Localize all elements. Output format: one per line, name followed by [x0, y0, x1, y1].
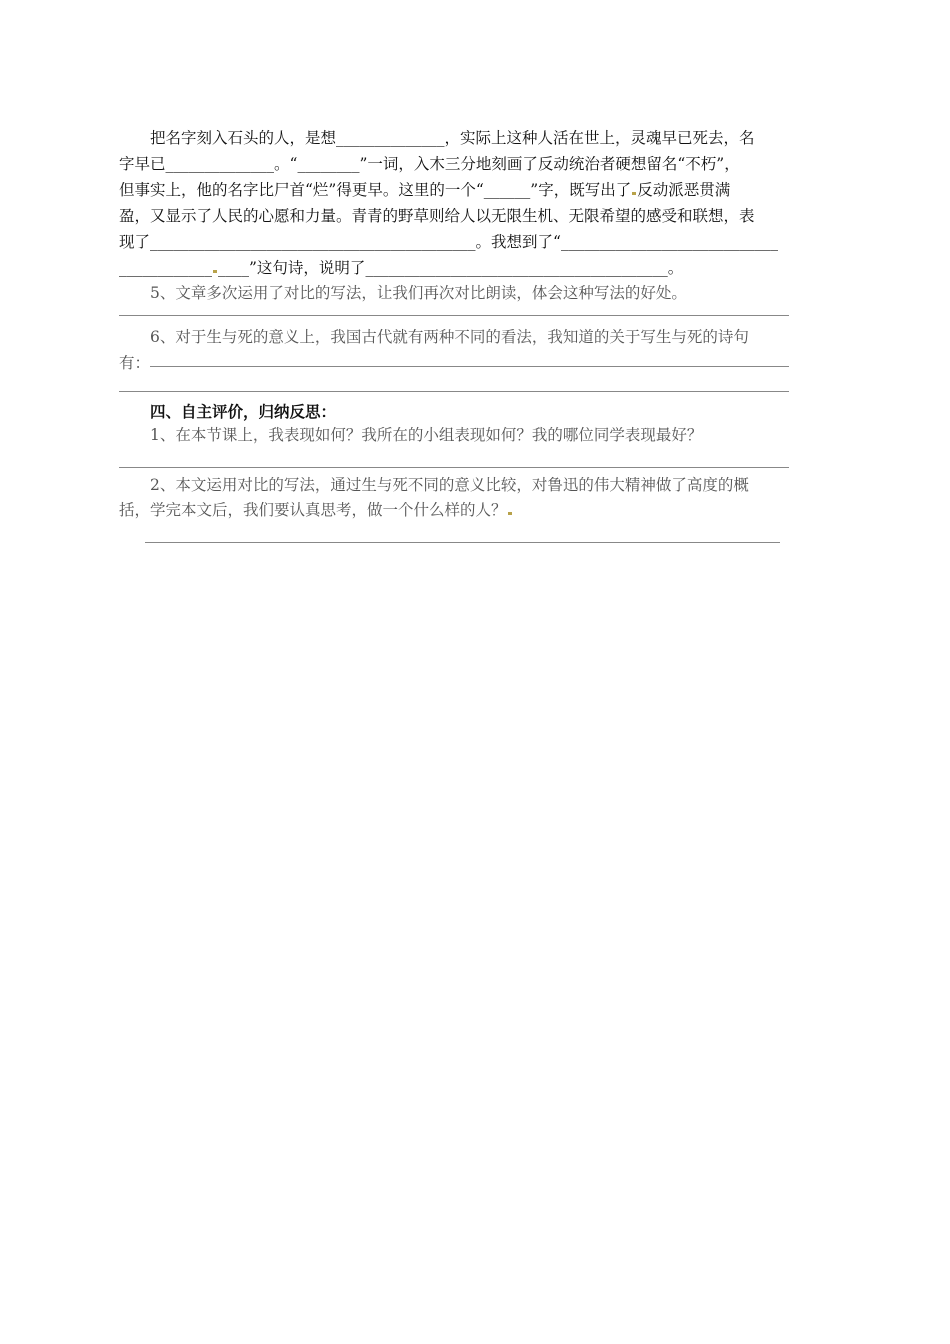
answer-blank[interactable]: ______________: [336, 129, 445, 147]
question-text: 5、文章多次运用了对比的写法，让我们再次对比朗读，体会这种写法的好处。: [150, 284, 687, 302]
text: 字早已: [119, 155, 166, 173]
question-text: 1、在本节课上，我表现如何？我所在的小组表现如何？我的哪位同学表现最好？: [150, 426, 703, 444]
answer-blank[interactable]: ____________: [119, 259, 212, 277]
answer-blank[interactable]: _______________________________________: [365, 259, 668, 277]
text: 。: [667, 259, 684, 277]
answer-line[interactable]: [145, 542, 780, 543]
reflection-question-2-line-2: [119, 499, 809, 521]
text: 把名字刻入石头的人，是想: [150, 129, 337, 147]
question-text: 6、对于生与死的意义上，我国古代就有两种不同的看法，我知道的关于写生与死的诗句: [150, 328, 749, 346]
text: ”一词，入木三分地刻画了反动统治者硬想留名“不朽”，: [359, 155, 740, 173]
answer-blank[interactable]: __________________________________________: [150, 233, 476, 251]
answer-line[interactable]: [119, 315, 789, 316]
paragraph-line-5: [119, 231, 809, 253]
answer-blank[interactable]: ______: [483, 181, 531, 199]
text: 盈，又显示了人民的心愿和力量。青青的野草则给人以无限生机、无限希望的感受和联想，表: [119, 207, 755, 225]
reflection-question-1: [119, 424, 840, 446]
answer-blank[interactable]: ____________________________: [560, 233, 778, 251]
question-text: 2、本文运用对比的写法，通过生与死不同的意义比较，对鲁迅的伟大精神做了高度的概: [150, 476, 749, 494]
answer-line[interactable]: [150, 366, 789, 367]
marker-dot-icon: [213, 270, 217, 273]
answer-line[interactable]: [119, 467, 789, 468]
text: 但事实上，他的名字比尸首“烂”得更早。这里的一个“: [119, 181, 484, 199]
question-text: 有：: [119, 354, 151, 372]
text: 。我想到了“: [475, 233, 561, 251]
question-6-line-2: [119, 352, 809, 374]
text: ”这句诗，说明了: [249, 259, 366, 277]
text: ，实际上这种人活在世上，灵魂早已死去，名: [444, 129, 755, 147]
paragraph-line-4: [119, 205, 809, 227]
marker-dot-icon: [508, 512, 512, 515]
answer-blank[interactable]: ______________: [165, 155, 275, 173]
text: 现了: [119, 233, 151, 251]
reflection-question-2-line-1: [119, 474, 840, 496]
paragraph-line-1: [119, 127, 840, 149]
text: 反动派恶贯满: [637, 181, 731, 199]
paragraph-line-6: [119, 257, 809, 279]
answer-blank[interactable]: ________: [297, 155, 360, 173]
answer-line[interactable]: [119, 391, 789, 392]
question-5: [119, 282, 840, 304]
marker-dot-icon: [632, 192, 636, 195]
text: 。“: [274, 155, 298, 173]
answer-blank[interactable]: ____: [218, 259, 249, 277]
paragraph-line-2: [119, 153, 809, 175]
text: ”字，既写出了: [530, 181, 632, 199]
question-6-line-1: [119, 326, 840, 348]
section-heading: [119, 401, 840, 423]
paragraph-line-3: [119, 179, 809, 201]
section-title: 四、自主评价，归纳反思：: [150, 402, 337, 421]
question-text: 括，学完本文后，我们要认真思考，做一个什么样的人？: [119, 501, 507, 519]
